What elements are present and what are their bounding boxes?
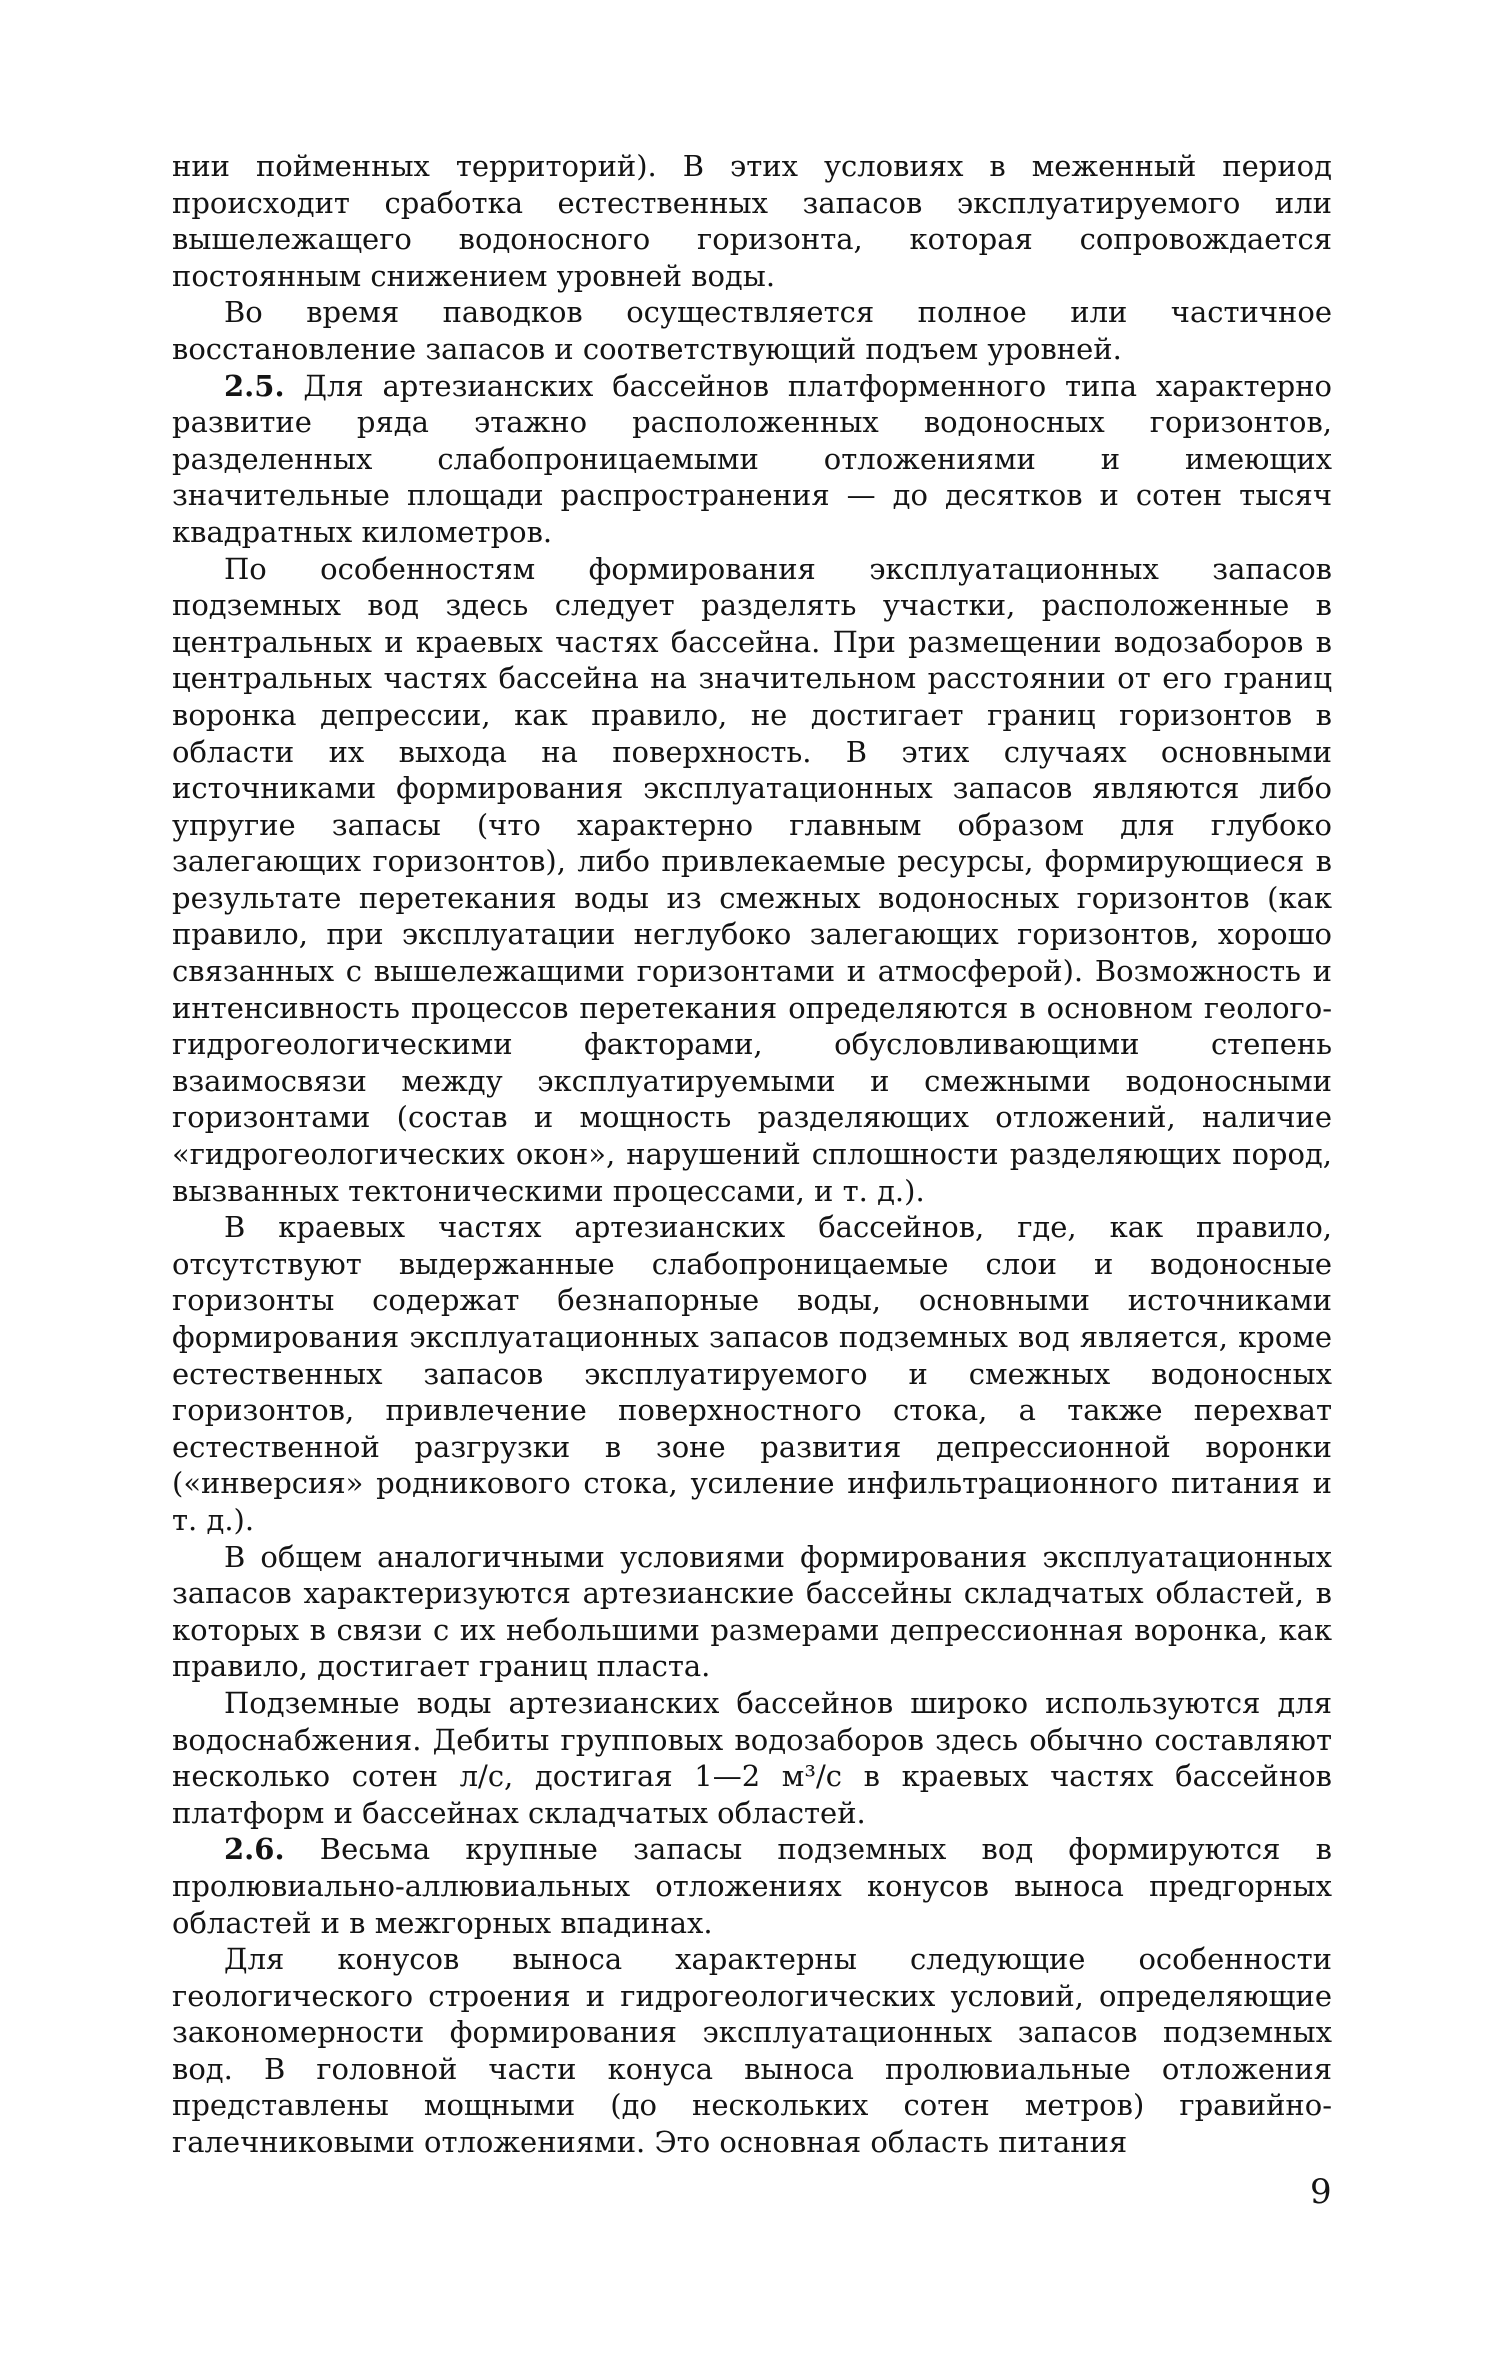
section-number: 2.5. xyxy=(224,368,285,403)
paragraph-7: Подземные воды артезианских бассейнов широко используются для водоснабжения. Дебиты групповых водозаборов здесь обычно составляют несколько сотен л/с, достигая 1—2 м³/с в краевых частях бассейнов платформ и бассейнах складчатых областей. xyxy=(172,1685,1332,1830)
paragraph-6: В общем аналогичными условиями формирования эксплуатационных запасов характеризуются артезианские бассейны складчатых областей, в которых в связи с их небольшими размерами депрессионная воронка, как правило, достигает границ пласта. xyxy=(172,1539,1332,1684)
paragraph-1: нии пойменных территорий). В этих условиях в меженный период происходит сработка естественных запасов эксплуатируемого или вышележащего водоносного горизонта, которая сопровождается постоянным снижением уровней воды. xyxy=(172,149,1332,293)
page-text xyxy=(172,148,1332,2161)
page-number: 9 xyxy=(1310,2172,1332,2212)
paragraph-5: В краевых частях артезианских бассейнов, где, как правило, отсутствуют выдержанные слабопроницаемые слои и водоносные горизонты содержат безнапорные воды, основными источниками формирования эксплуатационных запасов подземных вод является, кроме естественных запасов эксплуатируемого и смежных водоносных горизонтов, привлечение поверхностного стока, а также перехват естественной разгрузки в зоне развития депрессионной воронки («инверсия» родникового стока, усиление инфильтрационного питания и т. д.). xyxy=(172,1210,1332,1537)
paragraph-4: По особенностям формирования эксплуатационных запасов подземных вод здесь следует разделять участки, расположенные в центральных и краевых частях бассейна. При размещении водозаборов в центральных частях бассейна на значительном расстоянии от его границ воронка депрессии, как правило, не достигает границ горизонтов в области их выхода на поверхность. В этих случаях основными источниками формирования эксплуатационных запасов являются либо упругие запасы (что характерно главным образом для глубоко залегающих горизонтов), либо привлекаемые ресурсы, формирующиеся в результате перетекания воды из смежных водоносных горизонтов (как правило, при эксплуатации неглубоко залегающих горизонтов, хорошо связанных с вышележащими горизонтами и атмосферой). Возможность и интенсивность процессов перетекания определяются в основном геолого-гидрогеологическими факторами, обусловливающими степень взаимосвязи между эксплуатируемыми и смежными водоносными горизонтами (состав и мощность разделяющих отложений, наличие «гидрогеологических окон», нарушений сплошности разделяющих пород, вызванных тектоническими процессами, и т. д.). xyxy=(172,551,1332,1208)
paragraph-2: Во время паводков осуществляется полное или частичное восстановление запасов и соответствующий подъем уровней. xyxy=(172,295,1332,366)
section-number: 2.6. xyxy=(224,1832,285,1867)
paragraph-section-2-5: 2.5. Для артезианских бассейнов платформенного типа характерно развитие ряда этажно расположенных водоносных горизонтов, разделенных слабопроницаемыми отложениями и имеющих значительные площади распространения — до десятков и сотен тысяч квадратных километров. xyxy=(172,368,1332,549)
paragraph-9: Для конусов выноса характерны следующие особенности геологического строения и гидрогеологических условий, определяющие закономерности формирования эксплуатационных запасов подземных вод. В головной части конуса выноса пролювиальные отложения представлены мощными (до нескольких сотен метров) гравийно-галечниковыми отложениями. Это основная область питания xyxy=(172,1942,1332,2160)
paragraph-section-2-6: 2.6. Весьма крупные запасы подземных вод формируются в пролювиально-аллювиальных отложениях конусов выноса предгорных областей и в межгорных впадинах. xyxy=(172,1832,1332,1940)
